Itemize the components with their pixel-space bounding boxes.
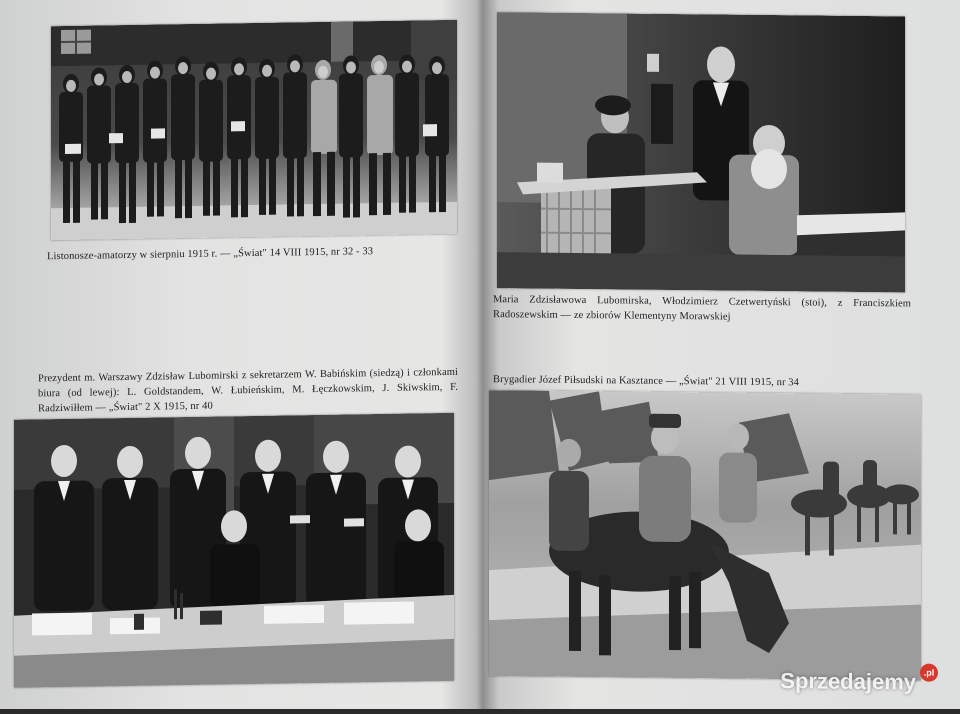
left-page	[0, 0, 483, 709]
watermark-badge-icon: .pl	[920, 664, 938, 682]
caption-lubomirska: Maria Zdzisławowa Lubomirska, Włodzimierz Czetwertyński (stoi), z Franciszkiem Radoszewskim — ze zbiorów Klementyny Morawskiej	[493, 292, 911, 326]
sprzedajemy-watermark	[780, 668, 938, 696]
photo-amateur-postmen	[51, 20, 457, 240]
caption-warsaw-president: Prezydent m. Warszawy Zdzisław Lubomirski z sekretarzem W. Babińskim (siedzą) i członkami biura (od lewej): L. Goldstandem, W. Łubieńskim, M. Łęczkowskim, J. Skiwskim, F. Radziwiłłem — „Świat" 2 X 1915, nr 40	[38, 365, 458, 417]
photo-lubomirska	[497, 12, 905, 292]
right-page	[483, 0, 960, 714]
watermark-text: Sprzedajemy	[780, 668, 916, 695]
caption-amateur-postmen: Listonosze-amatorzy w sierpniu 1915 r. — „Świat" 14 VIII 1915, nr 32 - 33	[47, 243, 457, 264]
caption-pilsudski: Brygadier Józef Piłsudski na Kasztance — „Świat" 21 VIII 1915, nr 34	[493, 372, 913, 391]
photo-pilsudski-on-kasztanka	[489, 390, 921, 681]
photo-warsaw-president	[14, 413, 454, 688]
